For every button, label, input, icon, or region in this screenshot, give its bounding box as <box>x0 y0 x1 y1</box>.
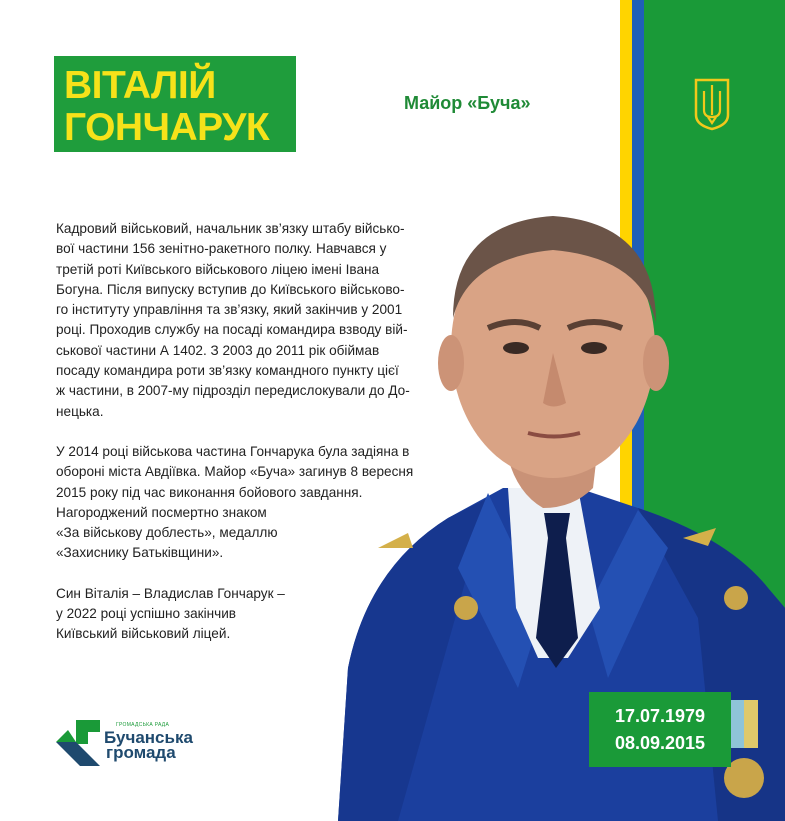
bucha-community-logo <box>54 718 204 768</box>
biography <box>56 219 476 665</box>
last-name: ГОНЧАРУК <box>64 106 270 149</box>
arrow-logo-icon <box>54 718 102 768</box>
bio-paragraph-1: Кадровий військовий, начальник зв’язку штабу військо- вої частини 156 зенітно-ракетного полку. Навчався у третій роті Київського військового ліцею імені Івана Богуна. Після випуску вступив до Київського військово- го інституту управління та зв’язку, який закінчив у 2001 році. Проходив службу на посаді командира взводу вій- ськової частини А 1402. З 2003 до 2011 рік обіймав посаду командира роти зв’язку командного пункту цієї ж частини, в 2007-му підрозділ передислокували до До- нецька. <box>56 221 410 419</box>
birth-date: 17.07.1979 <box>614 706 706 726</box>
logo-name <box>104 730 193 760</box>
bio-paragraph-3: Син Віталія – Владислав Гончарук – у 2022 році успішно закінчив Київський військовий ліцей. <box>56 585 285 642</box>
death-date: 08.09.2015 <box>614 733 706 753</box>
logo-name-line1: Бучанська <box>104 728 193 747</box>
trident-icon <box>693 77 731 131</box>
first-name: ВІТАЛІЙ <box>64 64 216 107</box>
bio-paragraph-2: У 2014 році військова частина Гончарука була задіяна в обороні міста Авдіївка. Майор «Буча» загинув 8 вересня 2015 року під час виконання бойового завдання. Нагороджений посмертно знаком «За військову доблесть», медаллю «Захиснику Батьківщини». <box>56 443 414 561</box>
logo-tagline: ГРОМАДСЬКА РАДА <box>116 722 170 728</box>
logo-name-line2: громада <box>106 743 176 762</box>
name-title-box <box>54 56 296 152</box>
rank-callsign: Майор «Буча» <box>404 93 531 113</box>
life-dates-box <box>589 692 731 767</box>
